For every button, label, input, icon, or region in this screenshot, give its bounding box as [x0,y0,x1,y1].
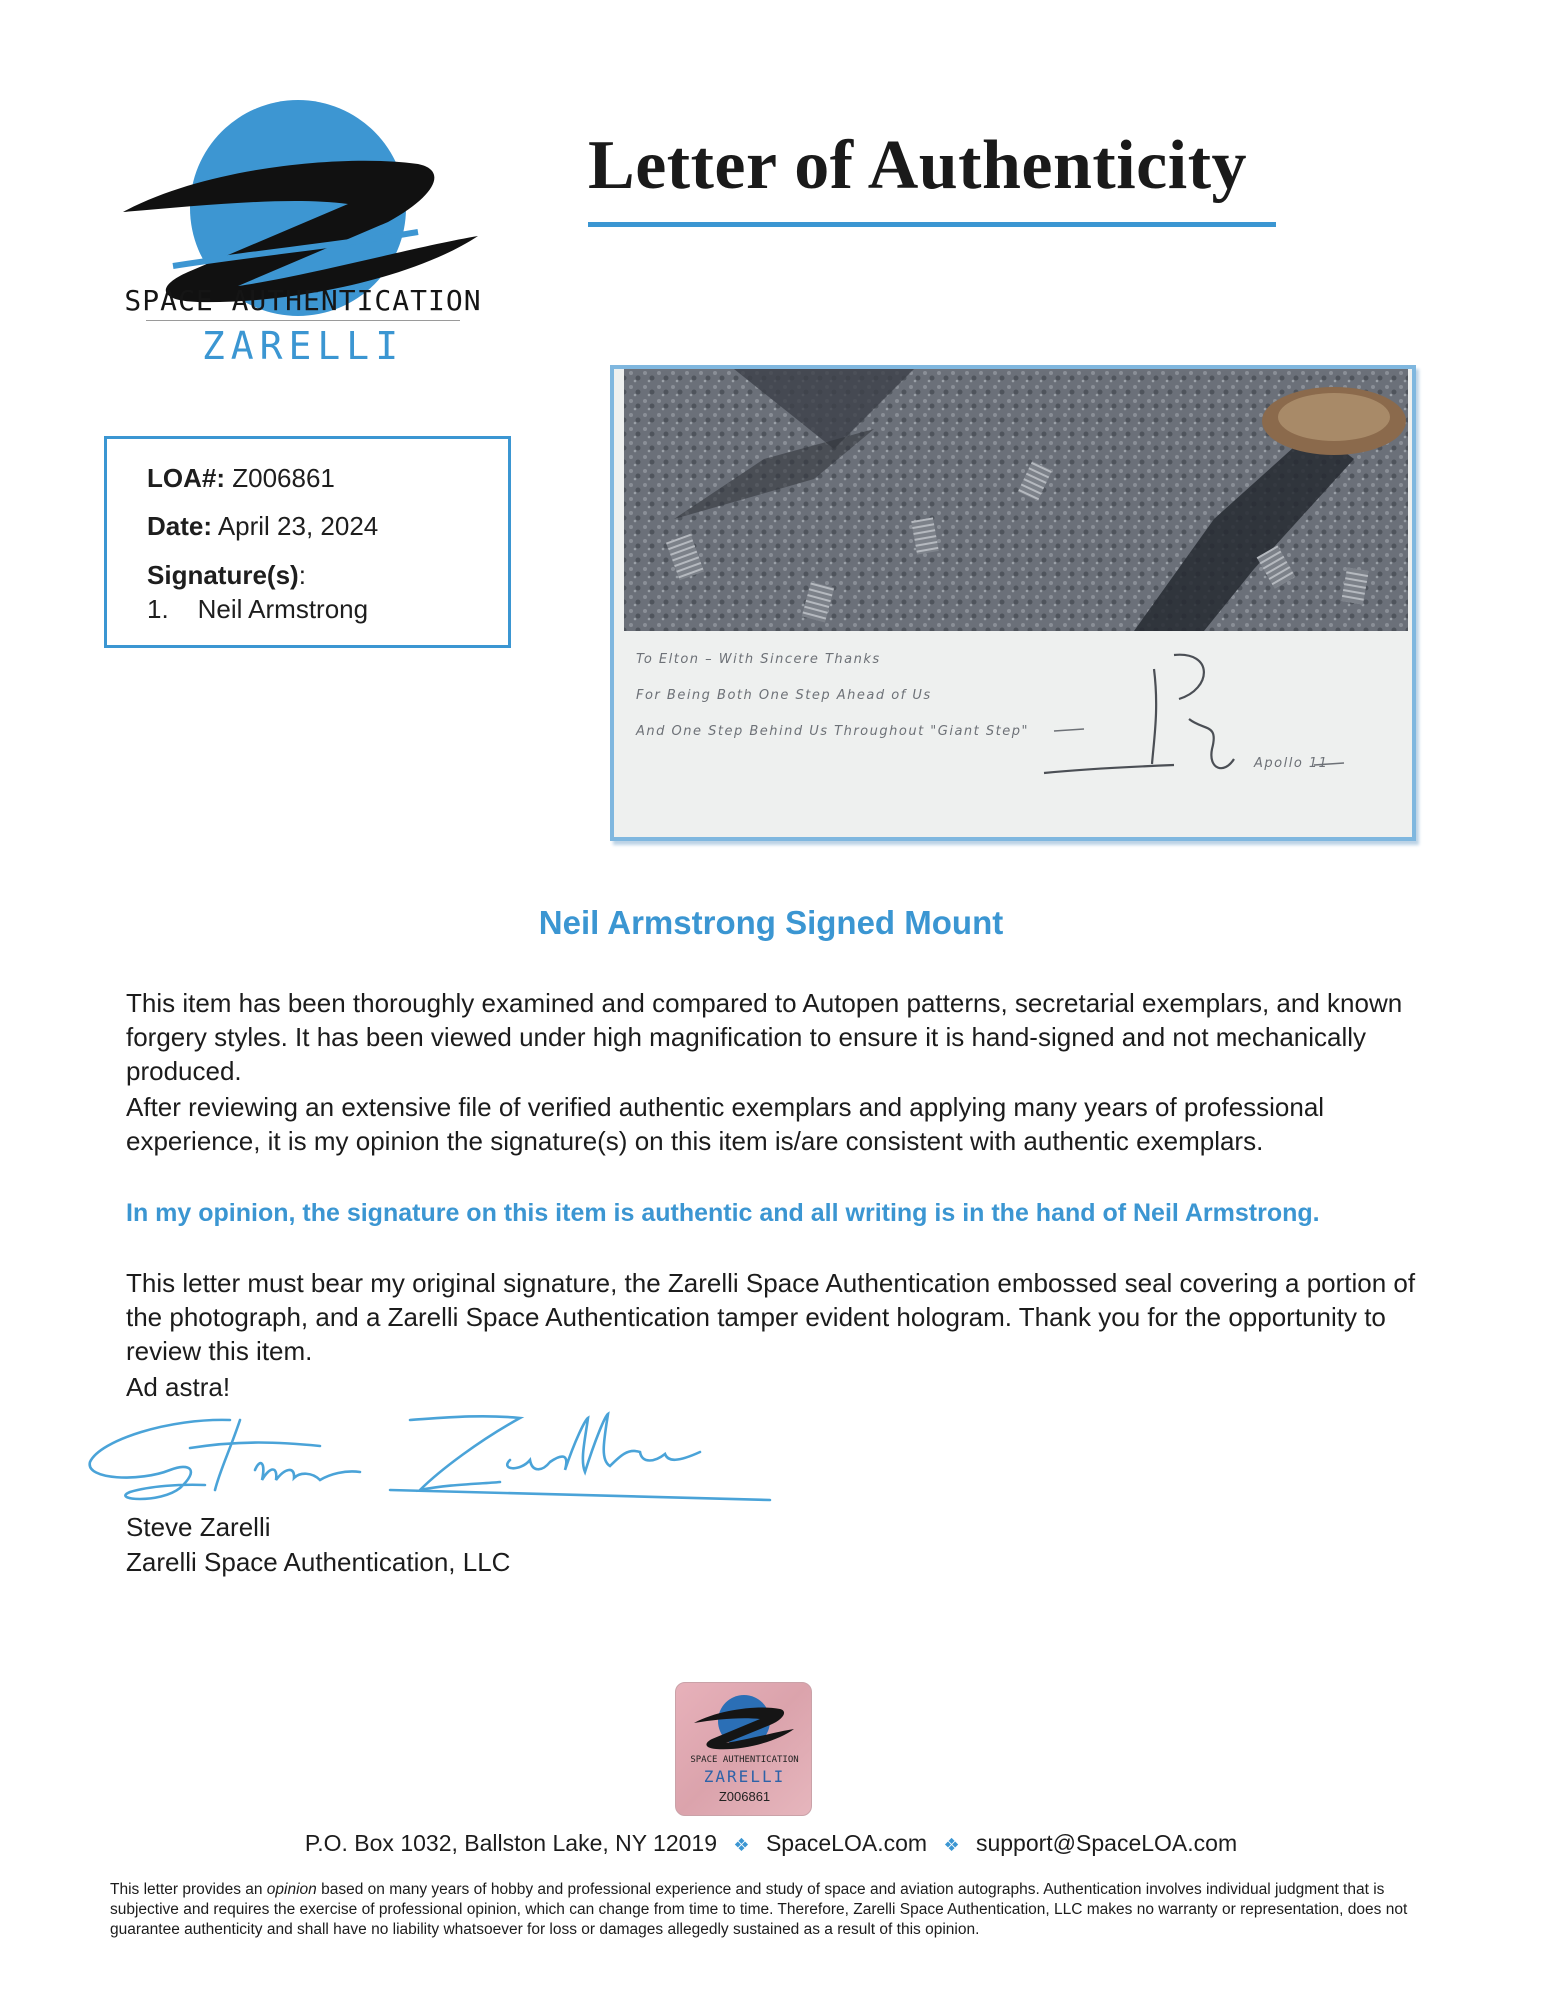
handwritten-signature [80,1400,780,1510]
contact-line [0,1830,1542,1857]
requirements-paragraph: This letter must bear my original signature, the Zarelli Space Authentication embossed seal covering a portion of the photograph, and a Zarelli Space Authentication tamper evident hologram. Thank you for the opportunity to review this item. [126,1268,1416,1366]
date-label: Date: [147,511,213,541]
logo-divider [146,320,460,321]
logo-brand-name: ZARELLI [201,324,405,368]
company-logo [118,86,488,376]
email-link[interactable]: support@SpaceLOA.com [975,1830,1238,1856]
examination-paragraph: This item has been thoroughly examined and compared to Autopen patterns, secretarial exemplars, and known forgery styles. It has been viewed under high magnification to ensure it is hand-signed and not mechanically produced. [126,988,1403,1086]
signatures-label: Signature(s) [147,560,299,590]
item-title: Neil Armstrong Signed Mount [538,904,1004,941]
mission-note: Apollo 11 [1254,756,1329,771]
mailing-address: P.O. Box 1032, Ballston Lake, NY 12019 [304,1830,718,1856]
page-title: Letter of Authenticity [588,127,1248,204]
signer-company: Zarelli Space Authentication, LLC [126,1547,511,1577]
hologram-logo-icon [690,1691,798,1755]
hologram-brand: ZARELLI [703,1767,786,1786]
hologram-number: Z006861 [718,1789,771,1804]
inscription-line-3: And One Step Behind Us Throughout "Giant Step" [636,724,1029,739]
loa-number-line [147,463,335,494]
loa-value: Z006861 [232,463,335,493]
inscription-line-1: To Elton – With Sincere Thanks [636,652,881,667]
legal-disclaimer: This letter provides an opinion based on many years of hobby and professional experience and study of space and aviation autographs. Authentication involves individual judgment that is subjective and requires the exercise of professional opinion, which can change from time to time. Therefore, Zarelli Space Authentication, LLC makes no warranty or representation, does not guarantee authenticity and shall have no liability whatsoever for loss or damages allegedly sustained as a result of this opinion. [110,1881,1408,1938]
signatures-heading: Signature(s): [147,560,306,590]
date-value: April 23, 2024 [217,511,379,541]
signature-list-item: 1. Neil Armstrong [147,594,369,624]
moon-photo-image [614,369,1412,837]
website-link[interactable]: SpaceLOA.com [765,1830,928,1856]
signer-name: Steve Zarelli [126,1512,271,1542]
title-underline [588,222,1276,227]
exemplars-paragraph: After reviewing an extensive file of verified authentic exemplars and applying many years of professional experience, it is my opinion the signature(s) on this item is/are consistent with authentic exemplars. [126,1092,1325,1156]
logo-org-name: SPACE AUTHENTICATION [124,284,482,317]
opinion-statement: In my opinion, the signature on this item is authentic and all writing is in the hand of Neil Armstrong. [126,1199,1320,1227]
tamper-evident-hologram [675,1682,812,1816]
inscription-line-2: For Being Both One Step Ahead of Us [636,688,932,703]
loa-info-box [104,436,511,648]
diamond-cluster-icon: ❖ [943,1835,960,1855]
disclaimer-emphasis: opinion [266,1881,317,1898]
hologram-org: SPACE AUTHENTICATION [690,1755,799,1765]
loa-label: LOA#: [147,463,225,493]
signed-photo [610,365,1416,841]
diamond-cluster-icon: ❖ [733,1835,750,1855]
closing-salutation: Ad astra! [126,1372,231,1402]
date-line [147,511,378,542]
